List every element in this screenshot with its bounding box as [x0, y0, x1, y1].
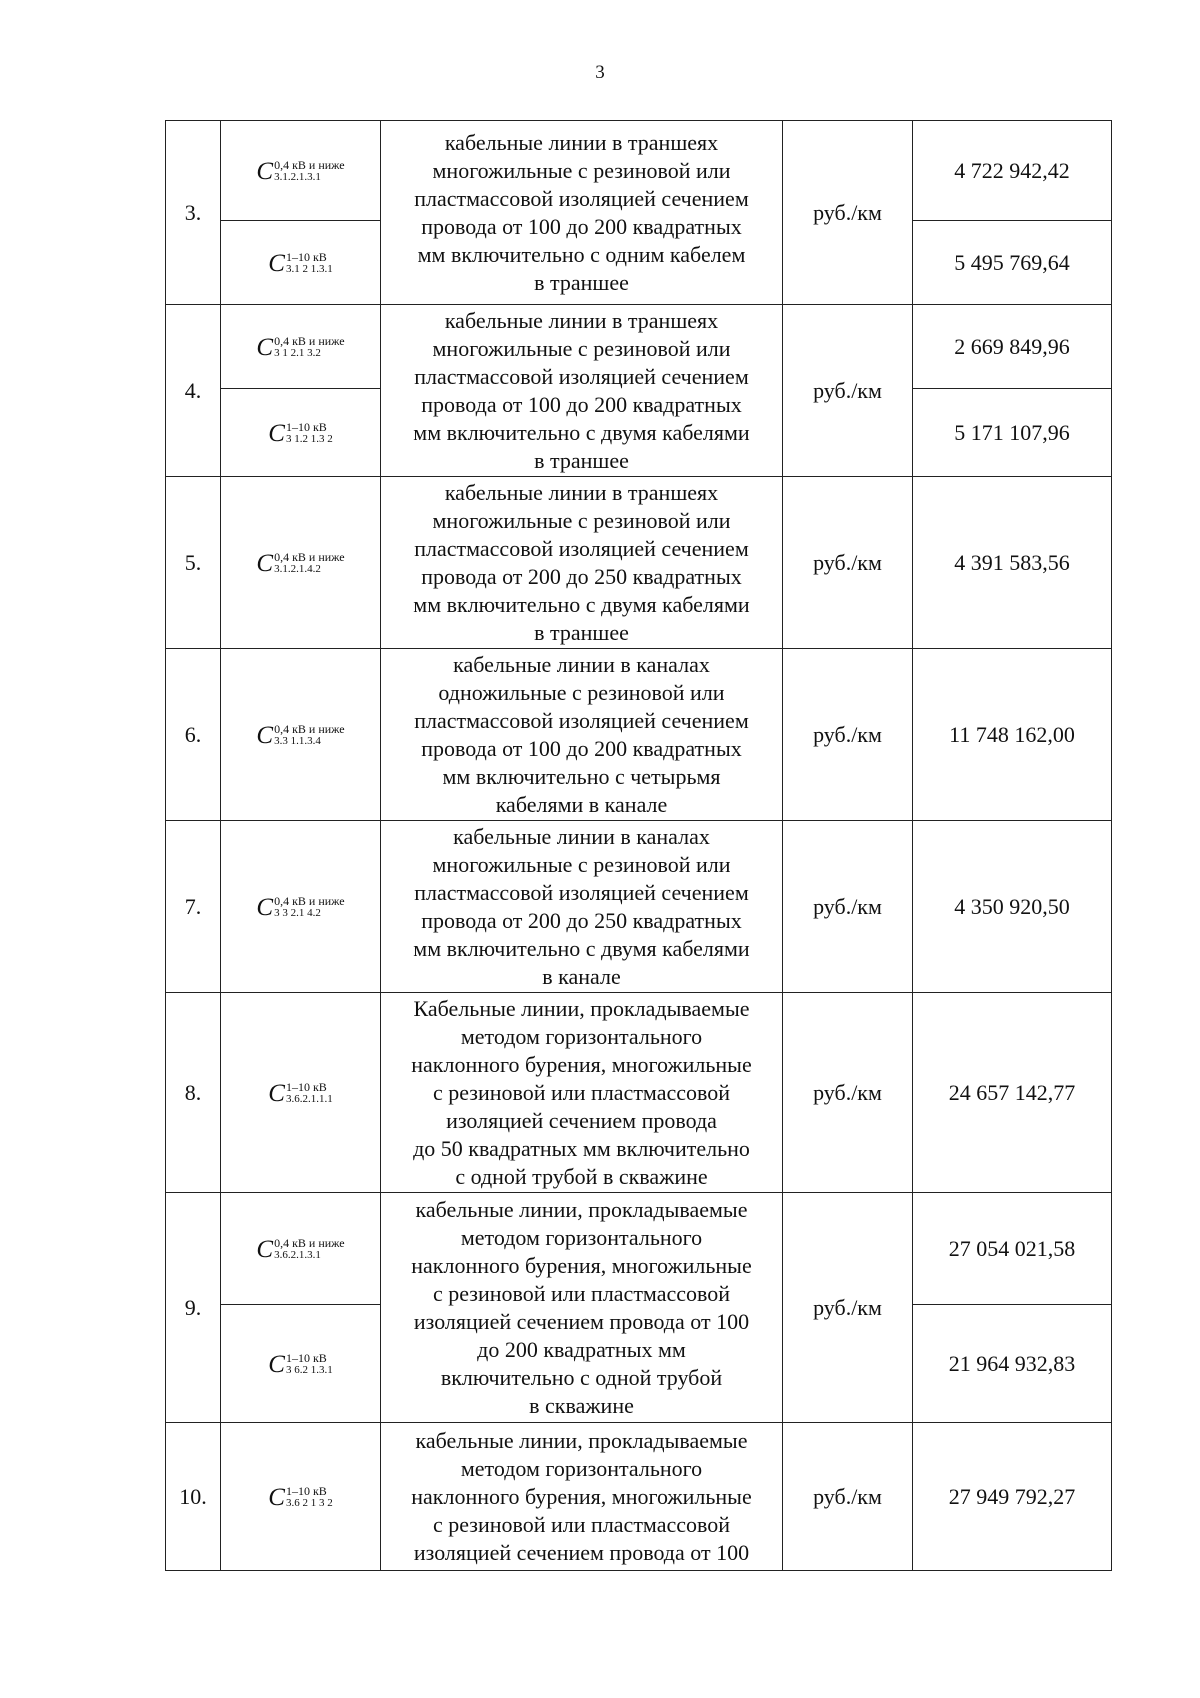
tariff-value: 5 495 769,64: [913, 221, 1112, 305]
voltage-superscript: 0,4 кВ и ниже: [274, 1236, 345, 1251]
table-row: [166, 649, 1112, 821]
table-row: [166, 305, 1112, 389]
code-subscript: 3.3 1.1.3.4: [274, 735, 321, 748]
voltage-superscript: 0,4 кВ и ниже: [274, 722, 345, 737]
tariff-value: 24 657 142,77: [913, 993, 1112, 1193]
tariff-code-formula: [268, 1349, 332, 1379]
tariff-code-formula: [268, 248, 332, 278]
tariff-table: [165, 120, 1112, 1571]
tariff-value: 27 949 792,27: [913, 1423, 1112, 1571]
tariff-code-formula: [256, 1234, 344, 1264]
tariff-symbol: C: [268, 1350, 285, 1378]
row-number: 5.: [166, 477, 221, 649]
voltage-superscript: 1–10 кВ: [285, 1484, 327, 1499]
tariff-symbol: C: [268, 1079, 285, 1107]
line-description-text: кабельные линии в каналах многожильные с резиновой или пластмассовой изоляцией сечением провода от 200 до 250 квадратных мм включительно с двумя кабелями в канале: [413, 823, 750, 989]
line-description-text: кабельные линии в траншеях многожильные с резиновой или пластмассовой изоляцией сечением провода от 100 до 200 квадратных мм включительно с двумя кабелями в траншее: [413, 307, 750, 473]
voltage-superscript: 0,4 кВ и ниже: [274, 158, 345, 173]
tariff-symbol: C: [256, 721, 274, 749]
line-description: [381, 121, 783, 305]
voltage-superscript: 0,4 кВ и ниже: [274, 894, 345, 909]
line-description-text: Кабельные линии, прокладываемые методом горизонтального наклонного бурения, многожильные с резиновой или пластмассовой изоляцией сечением провода до 50 квадратных мм включительно с одной трубой в скважине: [411, 995, 752, 1189]
table-row: [166, 1423, 1112, 1571]
unit: руб./км: [783, 993, 913, 1193]
code-subscript: 3 1 2.1 3.2: [274, 347, 321, 360]
tariff-value: 4 722 942,42: [913, 121, 1112, 221]
unit: руб./км: [783, 477, 913, 649]
code-subscript: 3 3 2.1 4.2: [274, 907, 321, 920]
tariff-value: 21 964 932,83: [913, 1305, 1112, 1423]
voltage-superscript: 1–10 кВ: [285, 1080, 327, 1095]
line-description: [381, 821, 783, 993]
tariff-code: [221, 477, 381, 649]
code-subscript: 3.1.2.1.3.1: [274, 171, 321, 184]
line-description-text: кабельные линии в траншеях многожильные с резиновой или пластмассовой изоляцией сечением провода от 100 до 200 квадратных мм включительно с одним кабелем в траншее: [414, 129, 749, 295]
tariff-value: 4 350 920,50: [913, 821, 1112, 993]
table-row: [166, 1193, 1112, 1305]
line-description-text: кабельные линии в каналах одножильные с резиновой или пластмассовой изоляцией сечением провода от 100 до 200 квадратных мм включительно с четырьмя кабелями в канале: [414, 651, 749, 817]
tariff-value: 11 748 162,00: [913, 649, 1112, 821]
row-number: 3.: [166, 121, 221, 305]
code-subscript: 3.6 2 1 3 2: [285, 1497, 333, 1510]
tariff-code: [221, 993, 381, 1193]
table-row: [166, 477, 1112, 649]
code-subscript: 3.6.2.1.3.1: [274, 1249, 321, 1262]
tariff-code: [221, 1423, 381, 1571]
tariff-symbol: C: [268, 1483, 285, 1511]
unit: руб./км: [783, 1423, 913, 1571]
tariff-code: [221, 389, 381, 477]
tariff-symbol: C: [256, 893, 274, 921]
code-subscript: 3 6.2 1.3.1: [285, 1364, 333, 1377]
unit: руб./км: [783, 305, 913, 477]
tariff-code-formula: [268, 1078, 332, 1108]
tariff-code-formula: [256, 332, 344, 362]
code-subscript: 3.1 2 1.3.1: [285, 263, 333, 276]
tariff-symbol: C: [268, 249, 285, 277]
page-number: 3: [595, 62, 605, 83]
tariff-value: 27 054 021,58: [913, 1193, 1112, 1305]
voltage-superscript: 1–10 кВ: [285, 420, 327, 435]
tariff-code-formula: [256, 548, 344, 578]
table-row: [166, 821, 1112, 993]
row-number: 9.: [166, 1193, 221, 1423]
table-row: [166, 993, 1112, 1193]
tariff-symbol: C: [256, 1235, 274, 1263]
row-number: 4.: [166, 305, 221, 477]
code-subscript: 3 1.2 1.3 2: [285, 433, 333, 446]
tariff-value: 2 669 849,96: [913, 305, 1112, 389]
code-subscript: 3.6.2.1.1.1: [285, 1093, 333, 1106]
line-description-text: кабельные линии, прокладываемые методом горизонтального наклонного бурения, многожильные с резиновой или пластмассовой изоляцией сечением провода от 100 до 200 квадратных мм включительно с одной трубой в скважине: [411, 1196, 752, 1418]
row-number: 6.: [166, 649, 221, 821]
tariff-code-formula: [256, 720, 344, 750]
line-description-text: кабельные линии, прокладываемые методом горизонтального наклонного бурения, многожильные с резиновой или пластмассовой изоляцией сечением провода от 100: [411, 1427, 752, 1565]
code-subscript: 3.1.2.1.4.2: [274, 563, 321, 576]
row-number: 10.: [166, 1423, 221, 1571]
tariff-code-formula: [268, 418, 332, 448]
voltage-superscript: 0,4 кВ и ниже: [274, 334, 345, 349]
tariff-code: [221, 649, 381, 821]
tariff-code: [221, 221, 381, 305]
tariff-code: [221, 1305, 381, 1423]
unit: руб./км: [783, 649, 913, 821]
voltage-superscript: 1–10 кВ: [285, 1351, 327, 1366]
unit: руб./км: [783, 121, 913, 305]
tariff-code: [221, 1193, 381, 1305]
tariff-code-formula: [256, 156, 344, 186]
line-description-text: кабельные линии в траншеях многожильные с резиновой или пластмассовой изоляцией сечением провода от 200 до 250 квадратных мм включительно с двумя кабелями в траншее: [413, 479, 750, 645]
tariff-code: [221, 121, 381, 221]
tariff-code-formula: [256, 892, 344, 922]
tariff-code-formula: [268, 1482, 332, 1512]
tariff-symbol: C: [256, 333, 274, 361]
row-number: 8.: [166, 993, 221, 1193]
unit: руб./км: [783, 1193, 913, 1423]
tariff-value: 5 171 107,96: [913, 389, 1112, 477]
line-description: [381, 305, 783, 477]
tariff-symbol: C: [268, 419, 285, 447]
voltage-superscript: 1–10 кВ: [285, 250, 327, 265]
tariff-value: 4 391 583,56: [913, 477, 1112, 649]
line-description: [381, 477, 783, 649]
line-description: [381, 649, 783, 821]
tariff-symbol: C: [256, 549, 274, 577]
line-description: [381, 993, 783, 1193]
line-description: [381, 1193, 783, 1423]
voltage-superscript: 0,4 кВ и ниже: [274, 550, 345, 565]
tariff-code: [221, 821, 381, 993]
table-row: [166, 121, 1112, 221]
tariff-code: [221, 305, 381, 389]
line-description: [381, 1423, 783, 1571]
row-number: 7.: [166, 821, 221, 993]
tariff-symbol: C: [256, 157, 274, 185]
unit: руб./км: [783, 821, 913, 993]
